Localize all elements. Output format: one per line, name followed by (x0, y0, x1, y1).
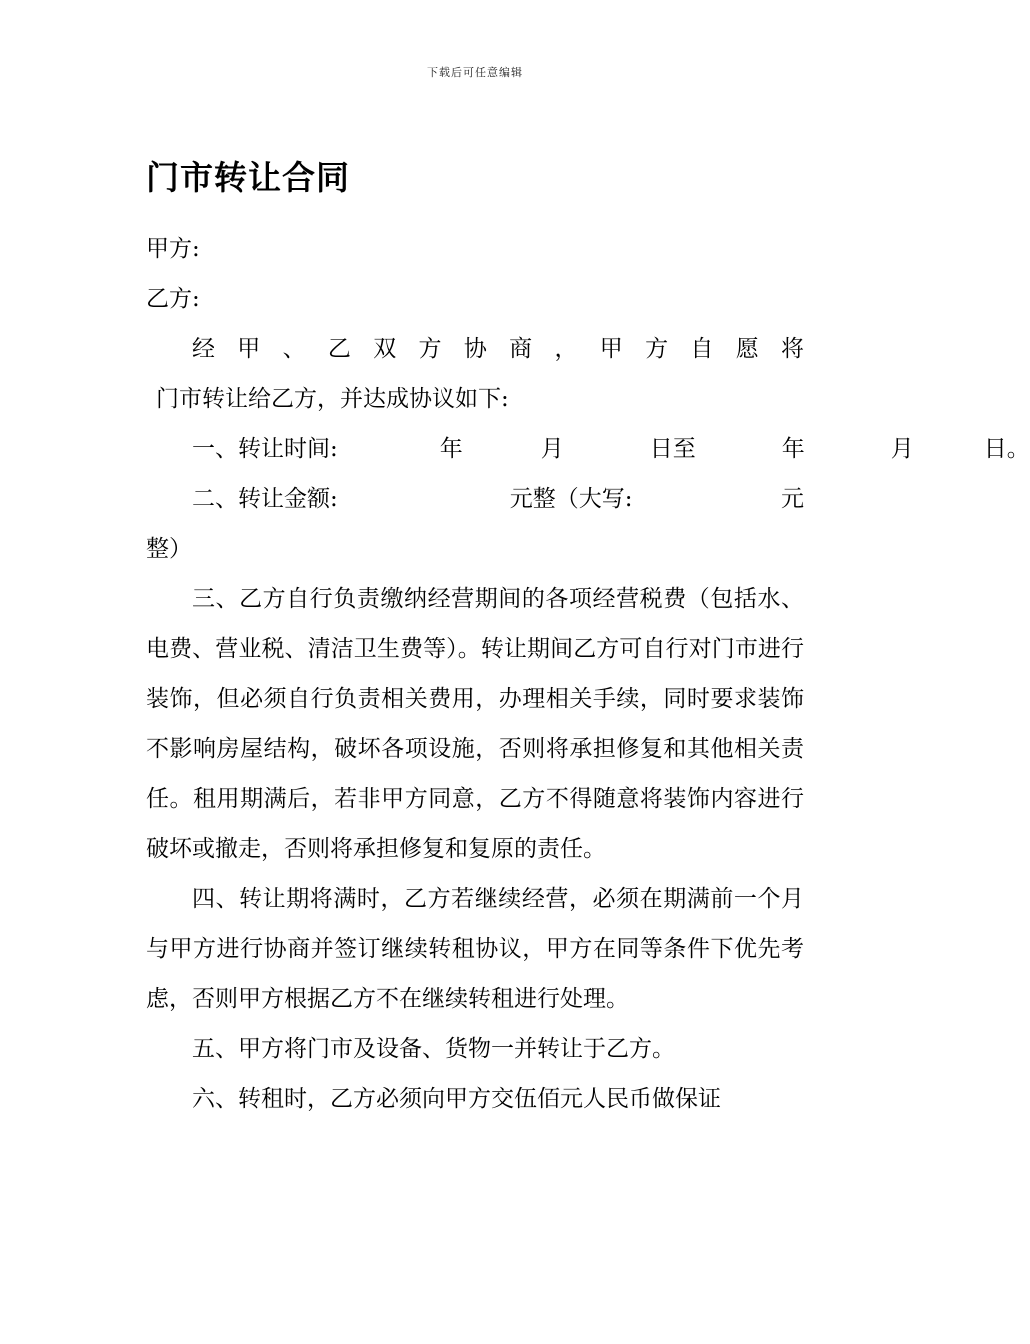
clause-2-label: 二、转让金额: (192, 486, 338, 512)
clause-1-year-1: 年 (439, 436, 463, 462)
clause-3: 三、乙方自行负责缴纳经营期间的各项经营税费（包括水、电费、营业税、清洁卫生费等）。转让期间乙方可自行对门市进行装饰，但必须自行负责相关费用，办理相关手续，同时要求装饰不影响房屋结构，破坏各项设施，否则将承担修复和其他相关责任。租用期满后，若非甲方同意，乙方不得随意将装饰内容进行破坏或撤走，否则将承担修复和复原的责任。 (146, 586, 804, 862)
clause-1-month-1: 月 (540, 436, 564, 462)
clause-1-month-2: 月 (890, 436, 914, 462)
clause-1-day-1-to: 日至 (649, 436, 696, 462)
clause-2-yuan-zheng: 元整（大写: (509, 486, 633, 512)
clause-1-transfer-period (146, 424, 1030, 474)
document-title: 门市转让合同 (146, 158, 350, 197)
header-note: 下载后可任意编辑 (427, 66, 523, 79)
clause-1-day-2: 日。 (983, 436, 1030, 462)
clause-4: 四、转让期将满时，乙方若继续经营，必须在期满前一个月与甲方进行协商并签订继续转租协议，甲方在同等条件下优先考虑，否则甲方根据乙方不在继续转租进行处理。 (146, 886, 804, 1012)
clause-2-transfer-amount (146, 474, 804, 524)
clause-2-close: 整） (146, 536, 192, 562)
party-a-line: 甲方: (146, 236, 200, 262)
clause-5: 五、甲方将门市及设备、货物一并转让于乙方。 (192, 1036, 675, 1062)
intro-line-2: 门市转让给乙方，并达成协议如下: (156, 386, 509, 412)
clause-2-yuan: 元 (781, 486, 804, 512)
intro-line-1: 经甲、乙双方协商，甲方自愿将 (192, 336, 804, 362)
clause-6: 六、转租时，乙方必须向甲方交伍佰元人民币做保证 (192, 1086, 721, 1112)
clause-1-label: 一、转让时间: (192, 436, 338, 462)
clause-1-year-2: 年 (781, 436, 805, 462)
document-body (146, 224, 1030, 1124)
party-b-line: 乙方: (146, 286, 200, 312)
